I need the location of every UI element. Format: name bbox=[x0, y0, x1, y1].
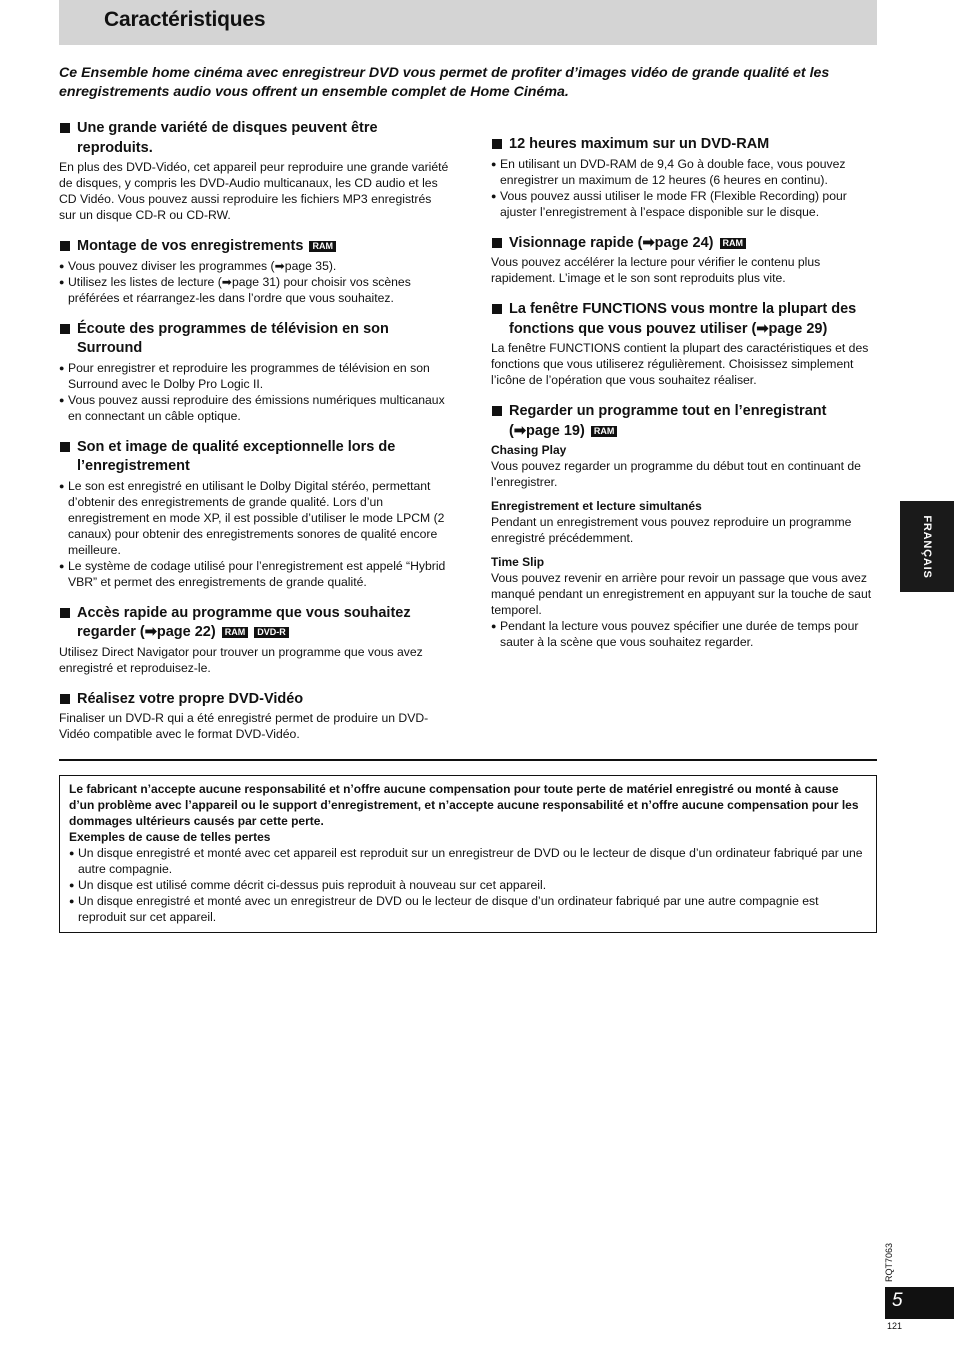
bullet-icon: ● bbox=[491, 621, 497, 631]
feature-section bbox=[59, 237, 451, 306]
bullet-item bbox=[59, 558, 451, 590]
section-heading bbox=[59, 237, 451, 257]
feature-section bbox=[491, 402, 881, 650]
section-paragraph: Utilisez Direct Navigator pour trouver un programme que vous avez enregistré et reproduisez-le. bbox=[59, 644, 423, 675]
feature-section bbox=[491, 234, 881, 287]
right-column bbox=[491, 135, 881, 650]
disc-badge: RAM bbox=[720, 238, 747, 249]
section-heading bbox=[491, 234, 881, 254]
bullet-item bbox=[59, 392, 451, 424]
language-tab-label: FRANÇAIS bbox=[921, 514, 933, 579]
section-heading-text: Visionnage rapide (➡page 24) bbox=[509, 234, 714, 251]
square-bullet-icon bbox=[492, 406, 502, 416]
bullet-text: Le système de codage utilisé pour l’enregistrement est appelé “Hybrid VBR” et permet des enregistrements de grande qualité. bbox=[68, 558, 446, 589]
section-heading-text: 12 heures maximum sur un DVD-RAM bbox=[509, 136, 770, 152]
disclaimer-statement: Le fabricant n’accepte aucune responsabilité et n’offre aucune compensation pour toute perte de matériel enregistré ou monté à cause d’un problème avec l’appareil ou le support d’enregistrement, et n’accepte aucune responsabilité et n’offre aucune compensation pour les dommages ultérieurs causés par cette perte. bbox=[69, 782, 859, 828]
section-heading-text: Regarder un programme tout en l’enregistrant (➡page 19) bbox=[509, 403, 827, 439]
disc-badge: RAM bbox=[222, 627, 249, 638]
section-heading-text: Accès rapide au programme que vous souhaitez regarder (➡page 22) bbox=[77, 604, 411, 640]
feature-section bbox=[491, 300, 881, 388]
subsection-text: Pendant un enregistrement vous pouvez reproduire un programme enregistré précédemment. bbox=[491, 515, 852, 545]
square-bullet-icon bbox=[60, 608, 70, 618]
bullet-icon: ● bbox=[69, 880, 75, 890]
feature-section bbox=[59, 604, 451, 676]
bullet-item bbox=[491, 618, 881, 650]
bullet-text: Un disque enregistré et monté avec un enregistreur de DVD ou le lecteur de disque d’un ordinateur fabriqué par une autre compagnie est reproduit sur cet appareil. bbox=[78, 894, 819, 924]
subsection-title: Enregistrement et lecture simultanés bbox=[491, 499, 702, 513]
subsection-text: Vous pouvez revenir en arrière pour revoir un passage que vous avez manqué pendant un enregistrement en appuyant sur la touche de saut temporel. bbox=[491, 571, 872, 617]
bullet-icon: ● bbox=[69, 848, 75, 858]
intro-text: Ce Ensemble home cinéma avec enregistreur DVD vous permet de profiter d’images vidéo de grande qualité et les enregistrements audio vous offrent un ensemble complet de Home Cinéma. bbox=[59, 65, 830, 100]
section-heading-text: Une grande variété de disques peuvent être reproduits. bbox=[77, 120, 378, 156]
bullet-text: Pour enregistrer et reproduire les programmes de télévision en son Surround avec le Dolby Pro Logic II. bbox=[68, 360, 430, 391]
subsection-text: Vous pouvez regarder un programme du début tout en continuant de l’enregistrer. bbox=[491, 459, 861, 489]
examples-list bbox=[69, 845, 867, 925]
bullet-item bbox=[69, 845, 867, 877]
disc-badge: RAM bbox=[309, 241, 336, 252]
section-paragraph: La fenêtre FUNCTIONS contient la plupart des caractéristiques et des fonctions que vous utiliserez régulièrement. Choisissez simplement l’icône de l’opération que vous souhaitez réaliser. bbox=[491, 341, 869, 387]
left-column bbox=[59, 119, 451, 756]
disc-badge: DVD-R bbox=[254, 627, 289, 638]
page-number: 5 bbox=[892, 1290, 903, 1311]
bullet-icon: ● bbox=[59, 276, 65, 287]
language-tab bbox=[900, 501, 954, 592]
section-heading-text: Montage de vos enregistrements bbox=[77, 238, 304, 254]
divider-rule bbox=[59, 759, 877, 761]
bullet-icon: ● bbox=[59, 260, 65, 271]
section-heading-text: Réalisez votre propre DVD-Vidéo bbox=[77, 690, 304, 707]
disc-badge: RAM bbox=[591, 426, 618, 437]
bullet-item bbox=[69, 877, 867, 893]
bullet-text: Vous pouvez diviser les programmes (➡page 35). bbox=[68, 258, 337, 273]
section-heading-text: La fenêtre FUNCTIONS vous montre la plupart des fonctions que vous pouvez utiliser (➡page 29) bbox=[509, 301, 857, 337]
section-heading bbox=[59, 119, 451, 158]
bullet-text: Un disque est utilisé comme décrit ci-dessus puis reproduit à nouveau sur cet appareil. bbox=[78, 878, 547, 892]
section-paragraph: En plus des DVD-Vidéo, cet appareil peur reproduire une grande variété de disques, y compris les DVD-Audio multicanaux, les CD audio et les CD Vidéo. Vous pouvez aussi reproduire les fichiers MP3 enregistrés sur un disque CD-R ou CD-RW. bbox=[59, 160, 449, 222]
section-heading-text: Écoute des programmes de télévision en son Surround bbox=[77, 320, 389, 356]
section-heading bbox=[59, 320, 451, 359]
bullet-icon: ● bbox=[491, 158, 497, 169]
subsection-title: Time Slip bbox=[491, 555, 545, 569]
square-bullet-icon bbox=[492, 139, 502, 149]
section-heading bbox=[59, 438, 451, 477]
bullet-icon: ● bbox=[59, 480, 65, 491]
bullet-icon: ● bbox=[59, 362, 65, 373]
page-number-small: 121 bbox=[887, 1321, 903, 1331]
section-heading-text: Son et image de qualité exceptionnelle lors de l’enregistrement bbox=[77, 438, 396, 474]
section-paragraph: Finaliser un DVD-R qui a été enregistré permet de produire un DVD-Vidéo compatible avec le format DVD-Vidéo. bbox=[59, 711, 429, 741]
section-heading bbox=[59, 690, 451, 710]
subsection-title: Chasing Play bbox=[491, 443, 567, 457]
section-heading bbox=[491, 402, 881, 441]
bullet-text: Vous pouvez aussi reproduire des émissions numériques multicanaux en connectant un câble optique. bbox=[68, 392, 445, 423]
square-bullet-icon bbox=[492, 238, 502, 248]
feature-section bbox=[59, 438, 451, 590]
title-bar bbox=[59, 0, 877, 45]
square-bullet-icon bbox=[60, 123, 70, 133]
bullet-item bbox=[69, 893, 867, 925]
feature-section bbox=[59, 690, 451, 743]
feature-section bbox=[491, 135, 881, 220]
bullet-text: Vous pouvez aussi utiliser le mode FR (Flexible Recording) pour ajuster l’enregistrement à l’espace disponible sur le disque. bbox=[500, 188, 847, 219]
square-bullet-icon bbox=[60, 241, 70, 251]
bullet-icon: ● bbox=[491, 190, 497, 201]
examples-title: Exemples de cause de telles pertes bbox=[69, 830, 271, 844]
bullet-text: Utilisez les listes de lecture (➡page 31) pour choisir vos scènes préférées et réarrangez-les dans l’ordre que vous souhaitez. bbox=[68, 274, 411, 305]
bullet-item bbox=[59, 478, 451, 558]
bullet-item bbox=[59, 258, 451, 274]
bullet-text: Un disque enregistré et monté avec cet appareil est reproduit sur un enregistreur de DVD ou le lecteur de disque d’un ordinateur fabriqué par une autre compagnie. bbox=[78, 846, 863, 876]
square-bullet-icon bbox=[492, 304, 502, 314]
square-bullet-icon bbox=[60, 694, 70, 704]
bullet-text: Le son est enregistré en utilisant le Dolby Digital stéréo, permettant d’obtenir des enregistrements de grande qualité. Lors d’un enregistrement en mode XP, il est possible d’utiliser le mode LPCM (2 canaux) pour obtenir des enregistrements sonores de qualité encore meilleure. bbox=[68, 478, 445, 557]
disclaimer-box bbox=[59, 775, 877, 933]
bullet-item bbox=[59, 360, 451, 392]
section-heading bbox=[59, 604, 451, 643]
bullet-text: Pendant la lecture vous pouvez spécifier une durée de temps pour sauter à la scène que vous souhaitez regarder. bbox=[500, 619, 859, 649]
square-bullet-icon bbox=[60, 442, 70, 452]
bullet-item bbox=[59, 274, 451, 306]
bullet-icon: ● bbox=[59, 394, 65, 405]
square-bullet-icon bbox=[60, 324, 70, 334]
bullet-item bbox=[491, 156, 881, 188]
feature-section bbox=[59, 320, 451, 424]
page-number-box bbox=[885, 1287, 954, 1319]
document-code: RQT7063 bbox=[884, 1242, 894, 1282]
section-heading bbox=[491, 135, 881, 155]
section-paragraph: Vous pouvez accélérer la lecture pour vérifier le contenu plus rapidement. L’image et le son sont reproduits plus vite. bbox=[491, 255, 821, 285]
bullet-icon: ● bbox=[59, 560, 65, 571]
bullet-icon: ● bbox=[69, 896, 75, 906]
bullet-text: En utilisant un DVD-RAM de 9,4 Go à double face, vous pouvez enregistrer un maximum de 12 heures (6 heures en continu). bbox=[500, 156, 846, 187]
page-title: Caractéristiques bbox=[104, 8, 266, 31]
section-heading bbox=[491, 300, 881, 339]
feature-section bbox=[59, 119, 451, 223]
bullet-item bbox=[491, 188, 881, 220]
